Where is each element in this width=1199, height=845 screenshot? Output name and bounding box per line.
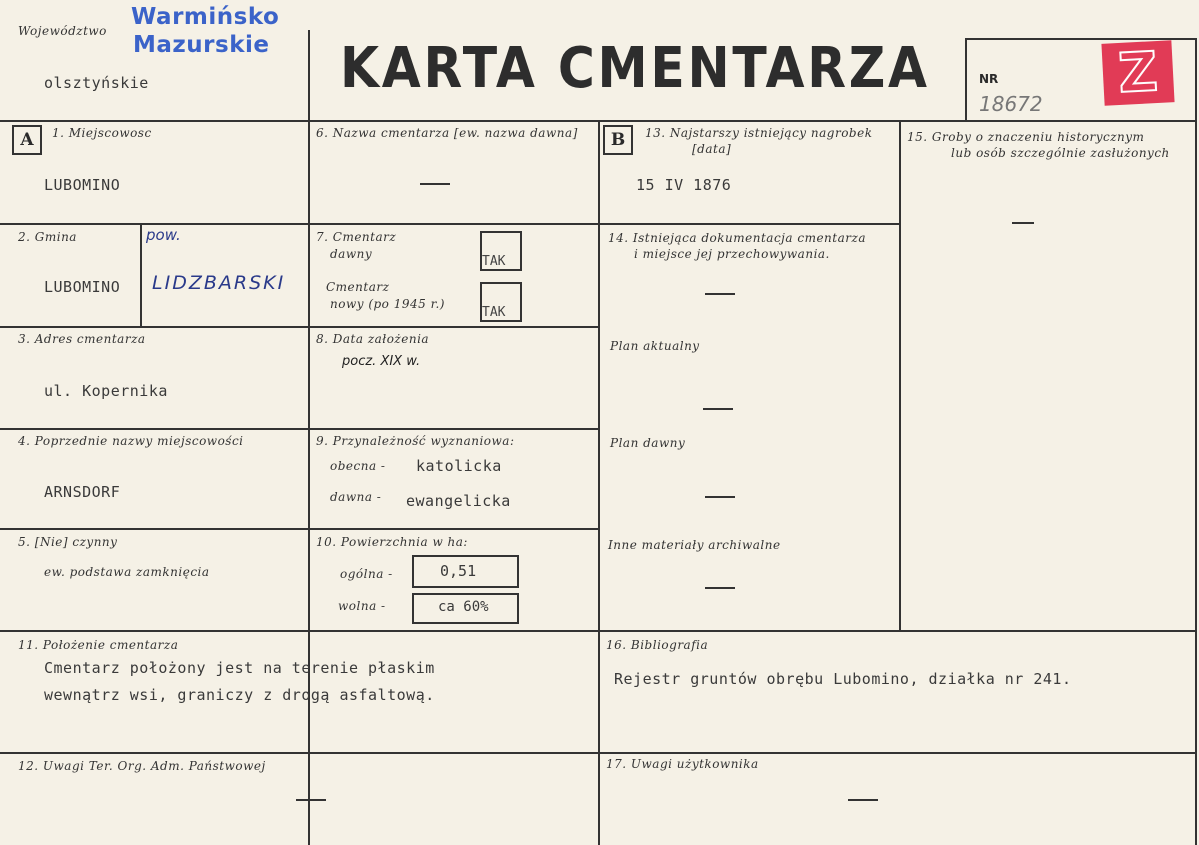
field15-label-2: lub osób szczególnie zasłużonych [951, 146, 1170, 160]
old-province-value: olsztyńskie [44, 74, 149, 92]
section-a-letter: A [12, 125, 42, 155]
field13-label-2: [data] [692, 142, 732, 156]
field10-label: 10. Powierzchnia w ha: [316, 535, 468, 549]
field10-free-box [412, 593, 519, 624]
field2-annotation: pow. [146, 226, 181, 244]
plan-old-empty-dash [705, 496, 735, 498]
field2-label: 2. Gmina [18, 230, 77, 244]
other-materials-label: Inne materiały archiwalne [608, 538, 781, 552]
field4-label: 4. Poprzednie nazwy miejscowości [18, 434, 244, 448]
field10-free-value: ca 60% [438, 599, 489, 615]
field6-label: 6. Nazwa cmentarza [ew. nazwa dawna] [316, 126, 578, 140]
field7-new-label-1: Cmentarz [326, 280, 390, 294]
field16-value: Rejestr gruntów obrębu Lubomino, działka nr 241. [614, 670, 1072, 688]
field17-empty-dash [848, 799, 878, 801]
field10-total-box [412, 555, 519, 588]
field5-sublabel: ew. podstawa zamknięcia [44, 565, 210, 579]
page-title: KARTA CMENTARZA [340, 36, 930, 101]
field11-label: 11. Położenie cmentarza [18, 638, 179, 652]
field2-powiat: LIDZBARSKI [152, 272, 286, 294]
field2-value: LUBOMINO [44, 278, 121, 296]
field10-total-label: ogólna - [340, 567, 393, 581]
field7-old-label-1: 7. Cmentarz [316, 230, 397, 244]
field7-old-label-2: dawny [330, 247, 373, 261]
field7-old-checkbox [480, 231, 522, 271]
plan-current-empty-dash [703, 408, 733, 410]
field11-line1: Cmentarz położony jest na terenie płaskim [44, 659, 435, 677]
nr-mark: Z [1116, 40, 1160, 105]
field12-empty-dash [296, 799, 326, 801]
field1-value: LUBOMINO [44, 176, 121, 194]
field3-value: ul. Kopernika [44, 382, 168, 400]
field13-value: 15 IV 1876 [636, 176, 732, 194]
field7-new-checkbox [480, 282, 522, 322]
province-stamp-line1: Warmińsko [131, 4, 280, 30]
field14-label-1: 14. Istniejąca dokumentacja cmentarza [608, 231, 866, 245]
field14-label-2: i miejsce jej przechowywania. [634, 247, 830, 261]
nr-label: NR [979, 72, 999, 86]
field4-value: ARNSDORF [44, 483, 121, 501]
field9-label: 9. Przynależność wyznaniowa: [316, 434, 515, 448]
field11-line2: wewnątrz wsi, graniczy z drogą asfaltową. [44, 686, 435, 704]
field7-new-value: TAK [482, 305, 506, 320]
field6-empty-dash [420, 183, 450, 185]
field9-former-label: dawna - [330, 490, 382, 504]
field9-former-value: ewangelicka [406, 492, 511, 510]
field10-free-label: wolna - [338, 599, 386, 613]
plan-old-label: Plan dawny [610, 436, 686, 450]
field1-label: 1. Miejscowosc [52, 126, 152, 140]
field8-value: pocz. XIX w. [342, 354, 421, 369]
field15-label-1: 15. Groby o znaczeniu historycznym [907, 130, 1145, 144]
field17-label: 17. Uwagi użytkownika [606, 757, 759, 771]
red-marker-block [1101, 40, 1174, 106]
field13-label-1: 13. Najstarszy istniejący nagrobek [645, 126, 873, 140]
field5-label: 5. [Nie] czynny [18, 535, 118, 549]
field8-label: 8. Data założenia [316, 332, 430, 346]
field14-empty-dash [705, 293, 735, 295]
field15-empty-dash [1012, 222, 1034, 224]
other-materials-empty-dash [705, 587, 735, 589]
field3-label: 3. Adres cmentarza [18, 332, 146, 346]
field12-label: 12. Uwagi Ter. Org. Adm. Państwowej [18, 759, 266, 773]
section-b-letter: B [603, 125, 633, 155]
plan-current-label: Plan aktualny [610, 339, 700, 353]
province-stamp-line2: Mazurskie [133, 32, 270, 58]
nr-value: 18672 [979, 92, 1043, 116]
field10-total-value: 0,51 [440, 562, 477, 580]
field16-label: 16. Bibliografia [606, 638, 709, 652]
field7-old-value: TAK [482, 254, 506, 269]
field7-new-label-2: nowy (po 1945 r.) [330, 297, 445, 311]
field9-current-label: obecna - [330, 459, 386, 473]
province-label: Województwo [18, 24, 107, 38]
field9-current-value: katolicka [416, 457, 502, 475]
